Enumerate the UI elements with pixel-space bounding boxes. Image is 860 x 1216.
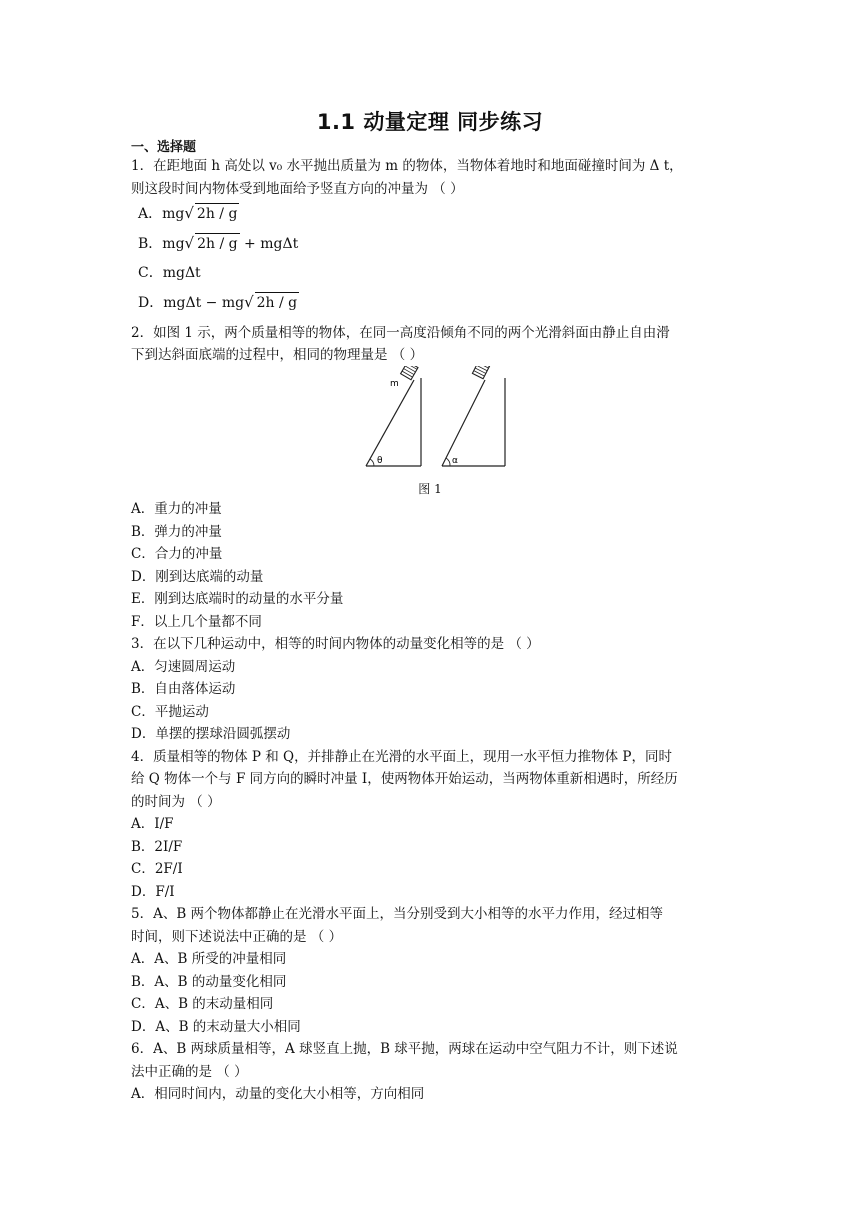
mass-label: m (390, 379, 399, 389)
q6-stem-line-1: 6．A、B 两球质量相等，A 球竖直上抛，B 球平抛，两球在运动中空气阻力不计，则下述说 (131, 1041, 678, 1057)
q2-stem-line-2: 下到达斜面底端的过程中，相同的物理量是 （ ） (131, 347, 424, 363)
q2-stem-line-1: 2．如图 1 示，两个质量相等的物体，在同一高度沿倾角不同的两个光滑斜面由静止自由滑 (131, 325, 670, 341)
q2-option-f: F．以上几个量都不同 (131, 614, 262, 630)
q2-option-b: B．弹力的冲量 (131, 524, 222, 540)
q1-option-d (138, 292, 299, 313)
q1-option-b-prefix: B．mg (138, 236, 185, 252)
q2-option-c: C．合力的冲量 (131, 546, 223, 562)
q1-stem-line-2: 则这段时间内物体受到地面给予竖直方向的冲量为 （ ） (131, 181, 464, 197)
q1-stem-line-1: 1．在距地面 h 高处以 v₀ 水平抛出质量为 m 的物体，当物体着地时和地面碰撞时间为 Δ t， (131, 158, 683, 174)
incline-left (366, 366, 421, 466)
q5-option-d: D．A、B 的末动量大小相同 (131, 1019, 301, 1035)
q5-stem-line-1: 5．A、B 两个物体都静止在光滑水平面上，当分别受到大小相等的水平力作用，经过相等 (131, 906, 664, 922)
q3-option-d: D．单摆的摆球沿圆弧摆动 (131, 726, 291, 742)
q2-option-d: D．刚到达底端的动量 (131, 569, 264, 585)
q4-option-b: B．2I/F (131, 839, 183, 855)
q6-stem-line-2: 法中正确的是 （ ） (131, 1064, 248, 1080)
incline-right (442, 366, 505, 466)
radical-sign: √ (184, 204, 194, 222)
q1-option-b-suffix: + mgΔt (239, 236, 299, 252)
q1-option-a (138, 203, 239, 224)
q5-option-a: A．A、B 所受的冲量相同 (131, 951, 287, 967)
q4-option-a: A．I/F (131, 816, 174, 832)
q3-option-c: C．平抛运动 (131, 704, 209, 720)
q5-option-c: C．A、B 的末动量相同 (131, 996, 274, 1012)
angle-alpha-label: α (452, 456, 458, 466)
section-heading: 一、选择题 (131, 140, 197, 155)
radical-sign: √ (184, 234, 195, 252)
q4-option-c: C．2F/I (131, 861, 183, 877)
q1-option-c: C．mgΔt (138, 265, 201, 281)
figure-1-inclines (360, 366, 510, 472)
q4-stem-line-1: 4．质量相等的物体 P 和 Q，并排静止在光滑的水平面上，现用一水平恒力推物体 P，同时 (131, 749, 672, 765)
q1-option-b-radicand: 2h / g (195, 233, 240, 254)
q6-option-a: A．相同时间内，动量的变化大小相等，方向相同 (131, 1086, 425, 1102)
q1-option-b (138, 233, 298, 254)
page-title: 1.1 动量定理 同步练习 (316, 110, 544, 134)
q3-stem-line-1: 3．在以下几种运动中，相等的时间内物体的动量变化相等的是 （ ） (131, 636, 540, 652)
q5-option-b: B．A、B 的动量变化相同 (131, 974, 287, 990)
angle-theta-label: θ (377, 456, 383, 466)
q1-option-d-radicand: 2h / g (255, 292, 300, 313)
q1-option-a-prefix: A．mg (138, 206, 185, 222)
radical-sign: √ (244, 293, 254, 311)
q2-option-a: A．重力的冲量 (131, 501, 222, 517)
q1-option-a-radicand: 2h / g (195, 203, 240, 224)
q4-option-d: D．F/I (131, 884, 175, 900)
q5-stem-line-2: 时间，则下述说法中正确的是 （ ） (131, 929, 343, 945)
q1-option-d-prefix: D．mgΔt − mg (138, 295, 245, 311)
q4-stem-line-3: 的时间为 （ ） (131, 794, 221, 810)
q3-option-a: A．匀速圆周运动 (131, 659, 236, 675)
block-right (472, 366, 489, 379)
q4-stem-line-2: 给 Q 物体一个与 F 同方向的瞬时冲量 I，使两物体开始运动，当两物体重新相遇时，所经历 (131, 771, 678, 787)
q2-option-e: E．刚到达底端时的动量的水平分量 (131, 591, 344, 607)
figure-caption: 图 1 (418, 482, 442, 496)
block-left (401, 366, 418, 380)
q3-option-b: B．自由落体运动 (131, 681, 236, 697)
